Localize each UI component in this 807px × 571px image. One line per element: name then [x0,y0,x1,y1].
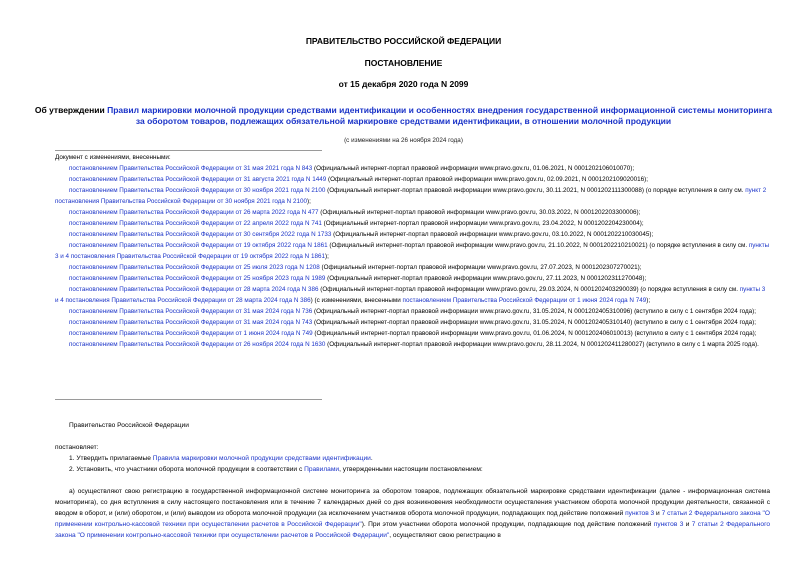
law-article-2-link[interactable]: 7 статьи 2 Федерального закона "О применении контрольно-кассовой техники при осуществлении расчетов в Российской Федерации" [55,510,770,528]
edition-item [55,163,770,174]
edition-decree-link[interactable]: постановлением Правительства Российской Федерации от 31 мая 2024 года N 743 [69,319,313,326]
government-rf-line: Правительство Российской Федерации [69,422,189,429]
law-point-3-link-2[interactable]: пунктов 3 [653,521,684,528]
edition-item-text: (Официальный интернет-портал правовой информации www.pravo.gov.ru, 01.06.2021, N 0001202106010070); [312,165,635,172]
edition-item [55,273,770,284]
edition-decree-link[interactable]: постановлением Правительства Российской Федерации от 25 июля 2023 года N 1208 [69,264,320,271]
edition-item [55,218,770,229]
edition-item [55,174,770,185]
edition-item [55,262,770,273]
edition-item [55,185,770,207]
editions-intro: Документ с изменениями, внесенными: [55,154,171,161]
edition-item-text: (Официальный интернет-портал правовой информации www.pravo.gov.ru, 02.09.2021, N 0001202109020016); [326,176,649,183]
edition-decree-link[interactable]: постановлением Правительства Российской Федерации от 26 ноября 2024 года N 1630 [69,341,326,348]
edition-item-text: (Официальный интернет-портал правовой информации www.pravo.gov.ru, 01.06.2024, N 0001202406010013) (вступило в силу с 1 сентября 2024 года); [312,330,757,337]
edition-item [55,207,770,218]
edition-decree-link[interactable]: постановлением Правительства Российской Федерации от 25 ноября 2023 года N 1989 [69,275,326,282]
edition-item-text: (Официальный интернет-портал правовой информации www.pravo.gov.ru, 03.10.2022, N 0001202210030045); [331,231,654,238]
edition-item [55,339,770,350]
law-article-2-link-2[interactable]: 7 статьи 2 Федерального закона "О применении контрольно-кассовой техники при осуществлении расчетов в Российской Федерации" [55,521,770,539]
amendment-note: (с изменениями на 26 ноября 2024 года) [344,137,463,144]
edition-decree-link[interactable]: постановлением Правительства Российской Федерации от 31 мая 2024 года N 736 [69,308,313,315]
edition-item-text: ) (с изменениями, внесенными [310,297,403,304]
edition-item-text: (Официальный интернет-портал правовой информации www.pravo.gov.ru, 31.05.2024, N 0001202405310096) (вступило в силу с 1 сентября 2024 года); [312,308,757,315]
document-type: ПОСТАНОВЛЕНИЕ [364,58,443,68]
rules-link[interactable]: Правила маркировки молочной продукции средствами идентификации [152,455,371,462]
edition-item-text: (Официальный интернет-портал правовой информации www.pravo.gov.ru, 27.11.2023, N 0001202311270048); [325,275,647,282]
edition-decree-link[interactable]: постановлением Правительства Российской Федерации от 22 апреля 2022 года N 741 [69,220,322,227]
title-prefix: Об утверждении [34,105,108,115]
edition-decree-link[interactable]: постановлением Правительства Российской Федерации от 31 августа 2021 года N 1449 [69,176,327,183]
edition-item-text: (Официальный интернет-портал правовой информации www.pravo.gov.ru, 28.11.2024, N 0001202411280027) (вступило в силу с 1 марта 2025 года). [325,341,759,348]
edition-decree-link[interactable]: постановлением Правительства Российской Федерации от 28 марта 2024 года N 386 [69,286,319,293]
edition-decree-link[interactable]: пункты 3 и 4 постановления Правительства Российской Федерации от 28 марта 2024 года N 386 [55,286,766,304]
edition-item-text: (Официальный интернет-портал правовой информации www.pravo.gov.ru, 29.03.2024, N 0001202403290039) (о порядке вступления в силу см. [318,286,740,293]
edition-item [55,317,770,328]
edition-decree-link[interactable]: постановлением Правительства Российской Федерации от 26 марта 2022 года N 477 [69,209,319,216]
edition-decree-link[interactable]: пункт 2 постановления Правительства Российской Федерации от 30 ноября 2021 года N 2100 [55,187,767,205]
edition-item-text: (Официальный интернет-портал правовой информации www.pravo.gov.ru, 30.03.2022, N 0001202203300006); [318,209,641,216]
government-heading: ПРАВИТЕЛЬСТВО РОССИЙСКОЙ ФЕДЕРАЦИИ [305,36,502,46]
document-title [30,105,777,127]
edition-item-text: (Официальный интернет-портал правовой информации www.pravo.gov.ru, 21.10.2022, N 0001202210210021) (о порядке вступления в силу см. [327,242,749,249]
edition-item [55,229,770,240]
edition-item-text: (Официальный интернет-портал правовой информации www.pravo.gov.ru, 23.04.2022, N 0001202204230004); [321,220,644,227]
edition-decree-link[interactable]: постановлением Правительства Российской Федерации от 19 октября 2022 года N 1861 [69,242,328,249]
title-link[interactable]: Правил маркировки молочной продукции средствами идентификации и особенностях внедрения государственной информационной системы мониторинга за оборотом товаров, подлежащих обязательной маркировке средствами идентификации, в отношении молочной продукции [107,105,773,126]
edition-decree-link[interactable]: постановлением Правительства Российской Федерации от 31 мая 2021 года N 843 [69,165,313,172]
document-body [55,420,770,541]
edition-decree-link[interactable]: пункты 3 и 4 постановления Правительства Российской Федерации от 19 октября 2022 года N 1861 [55,242,770,260]
edition-item-text: ); [646,297,651,304]
edition-item [55,240,770,262]
paragraph-1: 1. Утвердить прилагаемые Правила маркировки молочной продукции средствами идентификации. [69,455,373,462]
editions-top-rule [55,150,322,151]
edition-decree-link[interactable]: постановлением Правительства Российской Федерации от 30 сентября 2022 года N 1733 [69,231,332,238]
edition-item-text: ); [306,198,311,205]
edition-item [55,306,770,317]
edition-item-text: (Официальный интернет-портал правовой информации www.pravo.gov.ru, 31.05.2024, N 0001202405310140) (вступило в силу с 1 сентября 2024 года); [312,319,757,326]
law-point-3-link[interactable]: пунктов 3 [625,510,655,517]
edition-item [55,284,770,306]
edition-decree-link[interactable]: постановлением Правительства Российской Федерации от 30 ноября 2021 года N 2100 [69,187,326,194]
edition-item-text: (Официальный интернет-портал правовой информации www.pravo.gov.ru, 27.07.2023, N 0001202307270021); [319,264,642,271]
paragraph-2: 2. Установить, что участники оборота молочной продукции в соответствии с Правилами, утвержденными настоящим постановлением: [69,466,483,473]
paragraph-a: а) осуществляют свою регистрацию в государственной информационной системе мониторинга за оборотом товаров, подлежащих обязательной маркировке средствами идентификации (далее - информационная система мониторинга), со дня вступления в силу настоящего постановления или в течение 7 календарных дней со дня возникновения необходимости осуществления участником оборота молочной продукции деятельности, связанной с вводом в оборот, и (или) оборотом, и (или) выводом из оборота молочной продукции (за исключением участников оборота молочной продукции, подпадающих под действие положений пунктов 3 и 7 статьи 2 Федерального закона "О применении контрольно-кассовой техники при осуществлении расчетов в Российской Федерации"). При этом участники оборота молочной продукции, подпадающие под действие положений пунктов 3 и 7 статьи 2 Федерального закона "О применении контрольно-кассовой техники при осуществлении расчетов в Российской Федерации", осуществляют свою регистрацию в [55,488,770,539]
edition-item-text: ); [324,253,329,260]
decrees-line: постановляет: [55,444,99,451]
edition-decree-link[interactable]: постановлением Правительства Российской Федерации от 1 июня 2024 года N 749 [402,297,647,304]
document-date-number: от 15 декабря 2020 года N 2099 [338,79,469,89]
editions-bottom-rule [55,399,322,400]
edition-item [55,328,770,339]
rules-short-link[interactable]: Правилами [304,466,340,473]
editions-block [55,152,770,350]
edition-decree-link[interactable]: постановлением Правительства Российской Федерации от 1 июня 2024 года N 749 [69,330,313,337]
edition-item-text: (Официальный интернет-портал правовой информации www.pravo.gov.ru, 30.11.2021, N 0001202111300088) (о порядке вступления в силу см. [325,187,746,194]
